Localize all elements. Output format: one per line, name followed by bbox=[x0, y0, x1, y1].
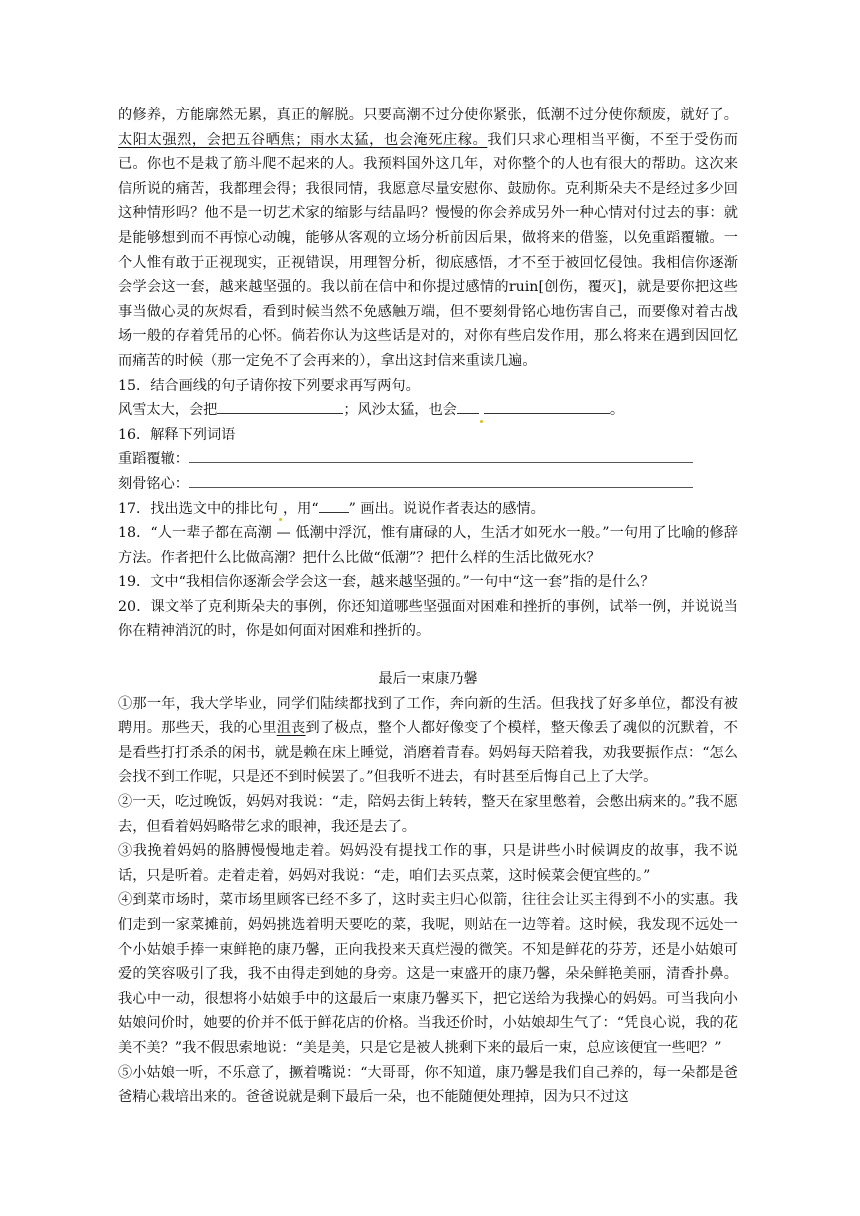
q17-text-b: ，用“ bbox=[282, 500, 319, 517]
story-paragraph-1 bbox=[118, 692, 738, 790]
question-20: 20．课文举了克利斯朵夫的事例，你还知道哪些坚强面对困难和挫折的事例，试举一例，并说说当你在精神消沉的时，你是如何面对困难和挫折的。 bbox=[118, 598, 738, 640]
letter-text-1: 的修养，方能廓然无累，真正的解脱。只要高潮不过分使你紧张，低潮不过分使你颓废，就好了。 bbox=[118, 107, 738, 123]
question-15: 15．结合画线的句子请你按下列要求再写两句。 bbox=[118, 377, 420, 394]
letter-paragraph bbox=[118, 103, 738, 374]
story-p1-underlined-word: 沮丧 bbox=[276, 720, 306, 737]
underlined-sentence: 太阳太强烈，会把五谷晒焦；雨水太猛，也会淹死庄稼。 bbox=[118, 131, 488, 148]
question-19: 19．文中“我相信你逐渐会学会这一套，越来越坚强的。”一句中“这一套”指的是什么？ bbox=[118, 574, 655, 591]
q16-term-b: 刻骨铭心： bbox=[118, 475, 189, 492]
story-p1-text-b: 到了极点，整个人都好像变了个模样，整天像丢了魂似的沉默着，不是看些打打杀杀的闲书，就是赖在床上睡觉，消磨着青春。妈妈每天陪着我，劝我要振作点：“怎么会找不到工作呢，只是还不到时候罢了。”但我听不进去，有时甚至后悔自己上了大学。 bbox=[118, 720, 738, 786]
q15-prompt-b: ；风沙太猛，也会 bbox=[343, 402, 457, 419]
question-16-a bbox=[118, 447, 738, 472]
story-p1-text-a: ①那一年，我大学毕业，同学们陆续都找到了工作，奔向新的生活。但我找了好多单位，都没有被聘用。那些天，我的心里 bbox=[118, 695, 738, 737]
story-paragraph-5: ⑤小姑娘一听，不乐意了，撅着嘴说：“大哥哥，你不知道，康乃馨是我们自己养的，每一朵都是爸爸精心栽培出来的。爸爸说就是剩下最后一朵，也不能随便处理掉，因为只不过这 bbox=[118, 1064, 738, 1106]
q17-mark-blank bbox=[319, 498, 349, 513]
yellow-dot-mark bbox=[480, 420, 483, 423]
q15-blank-2a[interactable] bbox=[457, 399, 479, 414]
document-page bbox=[118, 103, 738, 1110]
question-15-fill bbox=[118, 398, 738, 423]
story-paragraph-2: ②一天，吃过晚饭，妈妈对我说：“走，陪妈去街上转转，整天在家里憋着，会憋出病来的。”我不愿去，但看着妈妈略带乞求的眼神，我还是去了。 bbox=[118, 794, 738, 835]
question-17 bbox=[118, 497, 738, 522]
q15-blank-1[interactable] bbox=[217, 399, 343, 414]
story-paragraph-3: ③我挽着妈妈的胳膊慢慢地走着。妈妈没有提找工作的事，只是讲些小时候调皮的故事，我不说话，只是听着。走着走着，妈妈对我说：“走，咱们去买点菜，这时候菜会便宜些的。” bbox=[118, 843, 738, 884]
q17-text-a: 17．找出选文中的排比句 bbox=[118, 500, 278, 517]
story-paragraph-4: ④到菜市场时，菜市场里顾客已经不多了，这时卖主归心似箭，往往会让买主得到不小的实惠。我们走到一家菜摊前，妈妈挑选着明天要吃的菜，我呢，则站在一边等着。这时候，我发现不远处一个小姑娘手捧一束鲜艳的康乃馨，正向我投来天真烂漫的微笑。不知是鲜花的芬芳，还是小姑娘可爱的笑容吸引了我，我不由得走到她的身旁。这是一束盛开的康乃馨，朵朵鲜艳美丽，清香扑鼻。我心中一动，很想将小姑娘手中的这最后一束康乃馨买下，把它送给为我操心的妈妈。可当我向小姑娘问价时，她要的价并不低于鲜花店的价格。当我还价时，小姑娘却生气了：“凭良心说，我的花美不美？”我不假思索地说：“美是美，只是它是被人挑剩下来的最后一束，总应该便宜一些吧？” bbox=[118, 892, 738, 1056]
story-title: 最后一束康乃馨 bbox=[378, 671, 478, 688]
q17-text-c: ” 画出。说说作者表达的感情。 bbox=[348, 500, 545, 517]
q15-prompt-a: 风雪太大，会把 bbox=[118, 402, 218, 419]
question-16: 16．解释下列词语 bbox=[118, 426, 236, 443]
q15-end: 。 bbox=[609, 402, 625, 419]
letter-text-2: 我们只求心理相当平衡，不至于受伤而已。你也不是栽了筋斗爬不起来的人。我预料国外这几年，对你整个的人也有很大的帮助。这次来信所说的痛苦，我都理会得；我很同情，我愿意尽量安慰你、鼓励你。克利斯朵夫不是经过多少回这种情形吗？他不是一切艺术家的缩影与结晶吗？慢慢的你会养成另外一种心情对付过去的事：就是能够想到而不再惊心动魄，能够从客观的立场分析前因后果，做将来的借鉴，以免重蹈覆辙。一个人惟有敢于正视现实，正视错误，用理智分析，彻底感悟，才不至于被回忆侵蚀。我相信你逐渐会学会这一套，越来越坚强的。我以前在信中和你提过感情的ruin[创伤，覆灭]，就是要你把这些事当做心灵的灰烬看，看到时候当然不免感触万端，但不要刻骨铭心地伤害自己，而要像对着古战场一般的存着凭吊的心怀。倘若你认为这些话是对的，对你有些启发作用，那么将来在遇到因回忆而痛苦的时候（那一定免不了会再来的），拿出这封信来重读几遍。 bbox=[118, 131, 738, 369]
q16-term-a: 重蹈覆辙： bbox=[118, 451, 189, 468]
q15-blank-2b[interactable] bbox=[484, 399, 610, 414]
q16-blank-a[interactable] bbox=[189, 448, 693, 463]
question-16-b bbox=[118, 472, 738, 497]
q16-blank-b[interactable] bbox=[189, 473, 693, 488]
question-18: 18．“人一辈子都在高潮 — 低潮中浮沉，惟有庸碌的人，生活才如死水一般。”一句用了比喻的修辞方法。作者把什么比做高潮？把什么比做“低潮”？把什么样的生活比做死水？ bbox=[118, 525, 738, 566]
